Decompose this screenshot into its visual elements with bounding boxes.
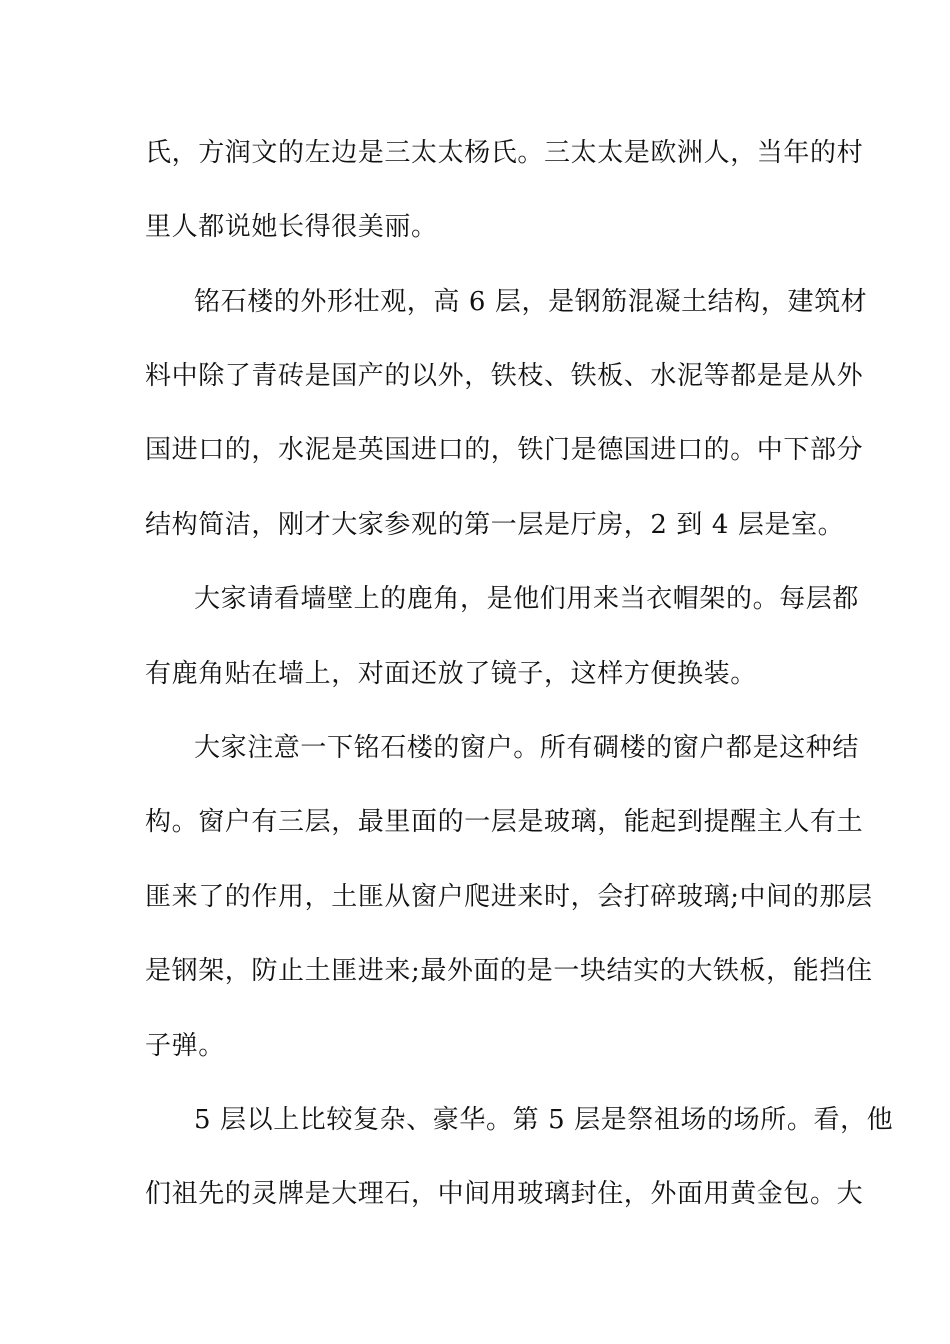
text-line: 氏，方润文的左边是三太太杨氏。三太太是欧洲人，当年的村 (145, 138, 864, 168)
text-line: 大家请看墙壁上的鹿角，是他们用来当衣帽架的。每层都 (194, 584, 860, 614)
text-line: 大家注意一下铭石楼的窗户。所有碉楼的窗户都是这种结 (194, 733, 860, 763)
text-line: 有鹿角贴在墙上，对面还放了镜子，这样方便换装。 (145, 659, 757, 689)
text-line: 子弹。 (145, 1031, 225, 1061)
text-line: 里人都说她长得很美丽。 (145, 212, 438, 242)
text-line: 铭石楼的外形壮观，高 6 层，是钢筋混凝土结构，建筑材 (194, 287, 868, 317)
text-line: 匪来了的作用，土匪从窗户爬进来时，会打碎玻璃;中间的那层 (145, 882, 873, 912)
text-line: 料中除了青砖是国产的以外，铁枝、铁板、水泥等都是是从外 (145, 361, 864, 391)
text-line: 们祖先的灵牌是大理石，中间用玻璃封住，外面用黄金包。大 (145, 1179, 864, 1209)
text-line: 国进口的，水泥是英国进口的，铁门是德国进口的。中下部分 (145, 435, 864, 465)
text-line: 5 层以上比较复杂、豪华。第 5 层是祭祖场的场所。看，他 (194, 1105, 894, 1135)
text-line: 构。窗户有三层，最里面的一层是玻璃，能起到提醒主人有土 (145, 807, 864, 837)
text-line: 结构简洁，刚才大家参观的第一层是厅房，2 到 4 层是室。 (145, 510, 845, 540)
text-line: 是钢架，防止土匪进来;最外面的是一块结实的大铁板，能挡住 (145, 956, 873, 986)
